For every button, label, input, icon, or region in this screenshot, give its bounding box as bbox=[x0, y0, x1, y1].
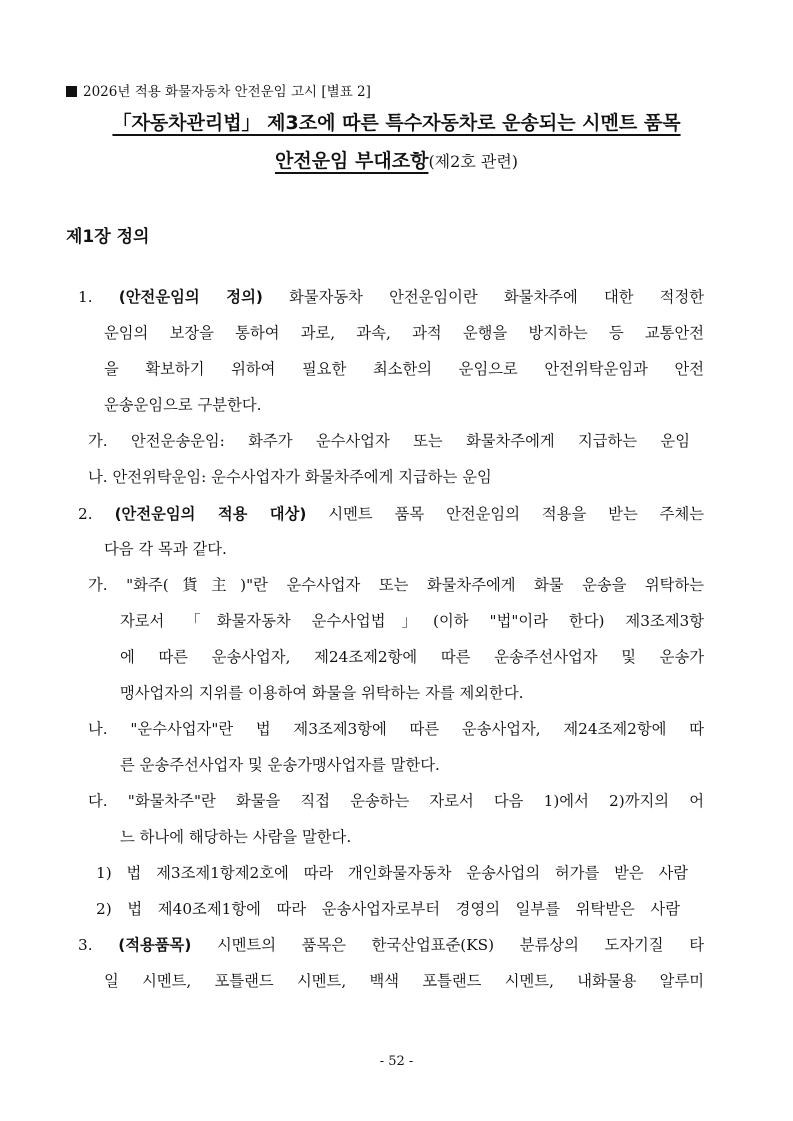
section2-na-line2: 른 운송주선사업자 및 운송가맹사업자를 말한다. bbox=[120, 756, 440, 774]
black-square-icon bbox=[66, 86, 77, 97]
section2-da-line1: 다. "화물차주"란 화물을 직접 운송하는 자로서 다음 1)에서 2)까지의 어 bbox=[88, 792, 704, 810]
section1-item-ga: 가. 안전운송운임: 화주가 운수사업자 또는 화물차주에게 지급하는 운임 bbox=[88, 432, 690, 450]
chapter-heading: 제1장 정의 bbox=[66, 227, 150, 247]
section1-line2: 운임의 보장을 통하여 과로, 과속, 과적 운행을 방지하는 등 교통안전 bbox=[104, 324, 704, 342]
section1-line3: 을 확보하기 위하여 필요한 최소한의 운임으로 안전위탁운임과 안전 bbox=[104, 360, 704, 378]
document-title-line2 bbox=[0, 146, 793, 173]
section1-text: 화물자동차 안전운임이란 화물차주에 대한 적정한 bbox=[289, 288, 704, 306]
section1-line4: 운송운임으로 구분한다. bbox=[104, 396, 262, 414]
section2-subitem2: 2) 법 제40조제1항에 따라 운송사업자로부터 경영의 일부를 위탁받은 사람 bbox=[96, 900, 680, 918]
section2-ga-line4: 맹사업자의 지위를 이용하여 화물을 위탁하는 자를 제외한다. bbox=[120, 684, 524, 702]
section1-item-na: 나. 안전위탁운임: 운수사업자가 화물차주에게 지급하는 운임 bbox=[88, 468, 492, 486]
section1-line1 bbox=[78, 286, 704, 308]
title-line2-suffix: (제2호 관련) bbox=[428, 152, 519, 171]
title-line2-bold: 안전운임 부대조항 bbox=[274, 150, 429, 172]
section2-line2: 다음 각 목과 같다. bbox=[104, 540, 227, 558]
section2-ga-line1: 가. "화주(貨主)"란 운수사업자 또는 화물차주에게 화물 운송을 위탁하는 bbox=[88, 576, 704, 594]
section2-ga-line3: 에 따른 운송사업자, 제24조제2항에 따른 운송주선사업자 및 운송가 bbox=[120, 648, 704, 666]
section2-line1 bbox=[78, 503, 704, 525]
page-header bbox=[66, 80, 371, 100]
section3-number: 3. bbox=[78, 936, 93, 954]
section3-text: 시멘트의 품목은 한국산업표준(KS) 분류상의 도자기질 타 bbox=[216, 936, 704, 954]
section2-na-line1: 나. "운수사업자"란 법 제3조제3항에 따른 운송사업자, 제24조제2항에 따 bbox=[88, 720, 704, 738]
section2-text: 시멘트 품목 안전운임의 적용을 받는 주체는 bbox=[328, 505, 705, 523]
title-line1-text: 「자동차관리법」 제3조에 따른 특수자동차로 운송되는 시멘트 품목 bbox=[112, 112, 681, 134]
section2-da-line2: 느 하나에 해당하는 사람을 말한다. bbox=[120, 828, 352, 846]
page-number: - 52 - bbox=[379, 1054, 414, 1069]
section2-ga-line2: 자로서 「화물자동차 운수사업법」(이하 "법"이라 한다) 제3조제3항 bbox=[120, 612, 704, 630]
header-text: 2026년 적용 화물자동차 안전운임 고시 [별표 2] bbox=[83, 84, 371, 100]
section1-title: (안전운임의 정의) bbox=[118, 288, 263, 306]
section1-number: 1. bbox=[78, 288, 93, 306]
section3-title: (적용품목) bbox=[118, 936, 192, 954]
section3-line1 bbox=[78, 934, 704, 956]
section3-line2: 일 시멘트, 포틀랜드 시멘트, 백색 포틀랜드 시멘트, 내화물용 알루미 bbox=[104, 972, 704, 990]
section2-subitem1: 1) 법 제3조제1항제2호에 따라 개인화물자동차 운송사업의 허가를 받은 사람 bbox=[96, 864, 688, 882]
document-title-line1 bbox=[0, 108, 793, 135]
section2-title: (안전운임의 적용 대상) bbox=[114, 505, 307, 523]
section2-number: 2. bbox=[78, 505, 93, 523]
